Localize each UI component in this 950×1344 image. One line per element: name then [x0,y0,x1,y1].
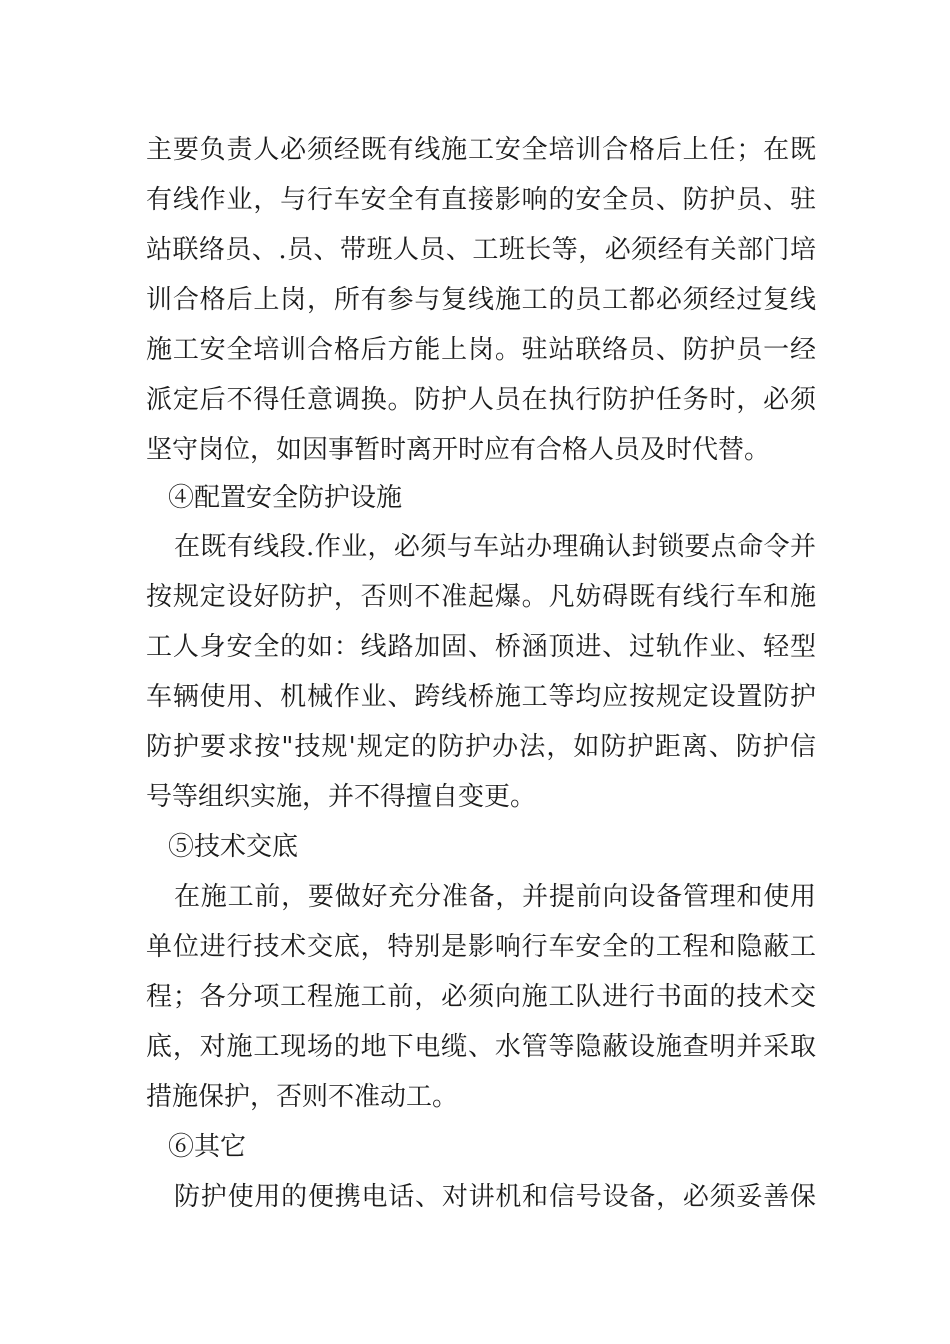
text-line: 单位进行技术交底，特别是影响行车安全的工程和隐蔽工 [146,932,816,962]
text-line: 坚守岗位，如因事暂时离开时应有合格人员及时代替。 [146,435,771,465]
text-line: 在施工前，要做好充分准备，并提前向设备管理和使用 [174,882,816,912]
text-line: 站联络员、.员、带班人员、工班长等，必须经有关部门培 [146,235,816,265]
text-line: 派定后不得任意调换。防护人员在执行防护任务时，必须 [146,385,816,415]
section-heading: ⑤技术交底 [168,832,299,862]
text-line: 车辆使用、机械作业、跨线桥施工等均应按规定设置防护 [146,682,816,712]
text-line: 按规定设好防护，否则不准起爆。凡妨碍既有线行车和施 [146,582,816,612]
text-line: 训合格后上岗，所有参与复线施工的员工都必须经过复线 [146,285,816,315]
text-line: 在既有线段.作业，必须与车站办理确认封锁要点命令并 [174,532,816,562]
section-heading: ④配置安全防护设施 [168,483,403,513]
text-line: 措施保护，否则不准动工。 [146,1082,459,1112]
section-heading: ⑥其它 [168,1132,247,1162]
text-line: 程；各分项工程施工前，必须向施工队进行书面的技术交 [146,982,816,1012]
text-line: 防护要求按"技规'规定的防护办法，如防护距离、防护信 [146,732,816,762]
text-line: 底，对施工现场的地下电缆、水管等隐蔽设施查明并采取 [146,1032,816,1062]
text-line: 施工安全培训合格后方能上岗。驻站联络员、防护员一经 [146,335,816,365]
text-line: 有线作业，与行车安全有直接影响的安全员、防护员、驻 [146,185,816,215]
text-line: 主要负责人必须经既有线施工安全培训合格后上任；在既 [146,135,816,165]
text-line: 工人身安全的如：线路加固、桥涵顶进、过轨作业、轻型 [146,632,816,662]
text-line: 防护使用的便携电话、对讲机和信号设备，必须妥善保 [174,1182,816,1212]
text-line: 号等组织实施，并不得擅自变更。 [146,782,537,812]
